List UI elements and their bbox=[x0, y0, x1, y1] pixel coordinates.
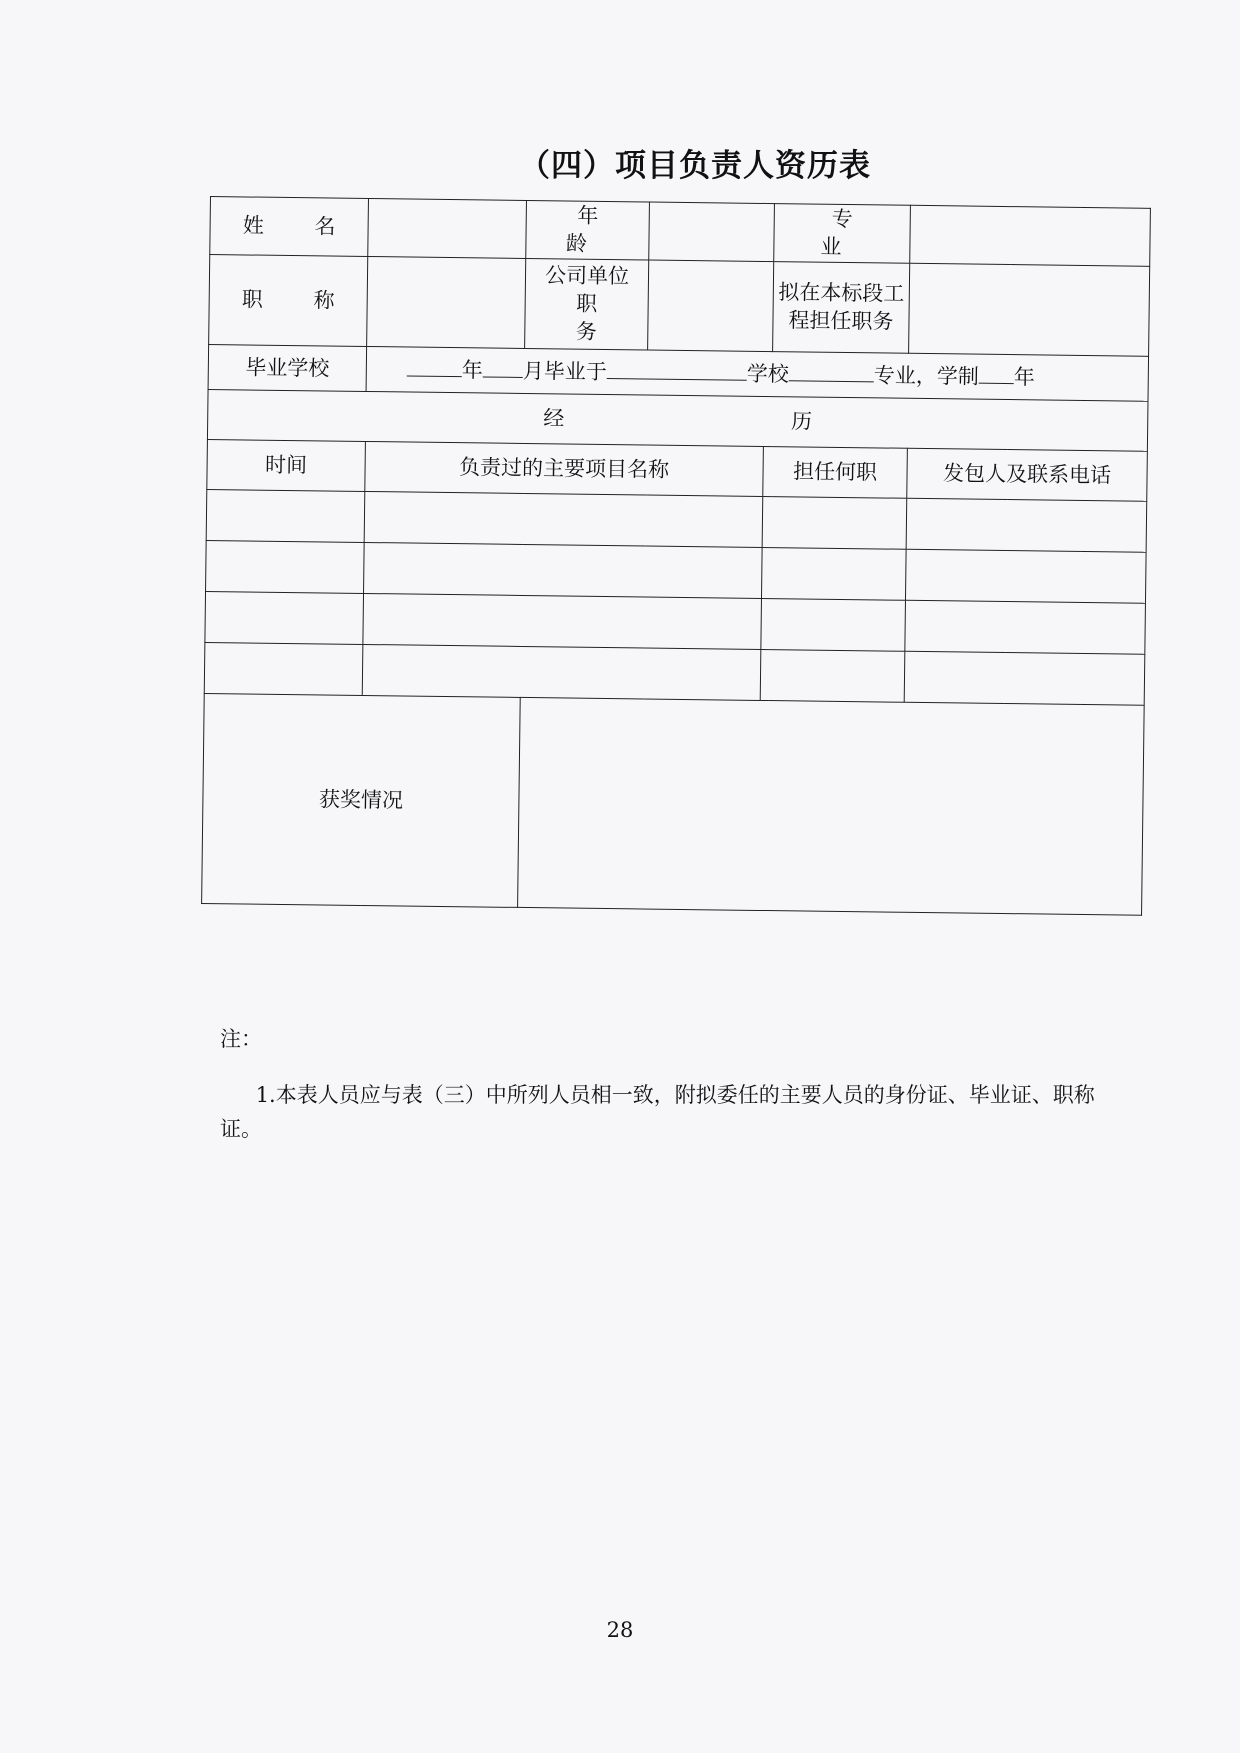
column-client-contact: 发包人及联系电话 bbox=[907, 448, 1148, 501]
notes-heading: 注： bbox=[220, 1027, 262, 1051]
age-label: 年 龄 bbox=[526, 200, 650, 259]
column-project-name: 负责过的主要项目名称 bbox=[365, 441, 764, 496]
time-cell[interactable] bbox=[206, 540, 365, 593]
note-item: 1.本表人员应与表（三）中所列人员相一致，附拟委任的主要人员的身份证、毕业证、职称证。 bbox=[220, 1083, 1095, 1141]
major-value[interactable] bbox=[910, 205, 1151, 266]
month-blank[interactable] bbox=[483, 358, 523, 378]
project-cell[interactable] bbox=[363, 593, 762, 649]
contact-cell[interactable] bbox=[906, 498, 1147, 552]
time-cell[interactable] bbox=[204, 642, 363, 695]
time-cell[interactable] bbox=[206, 489, 365, 542]
name-label: 姓 名 bbox=[210, 197, 369, 257]
year-blank[interactable] bbox=[407, 357, 462, 377]
planned-role-value[interactable] bbox=[909, 263, 1150, 356]
time-cell[interactable] bbox=[205, 591, 364, 644]
age-value[interactable] bbox=[649, 202, 775, 261]
name-value[interactable] bbox=[368, 198, 527, 258]
role-cell[interactable] bbox=[761, 598, 906, 651]
contact-cell[interactable] bbox=[904, 651, 1145, 705]
duration-blank[interactable] bbox=[979, 364, 1014, 383]
school-label: 毕业学校 bbox=[208, 344, 367, 391]
professional-title-label: 职 称 bbox=[209, 254, 368, 346]
page-title: （四）项目负责人资历表 bbox=[519, 148, 871, 184]
school-blank[interactable] bbox=[607, 360, 747, 381]
page-number: 28 bbox=[606, 1618, 634, 1642]
project-cell[interactable] bbox=[364, 491, 763, 547]
project-cell[interactable] bbox=[362, 644, 761, 700]
role-cell[interactable] bbox=[760, 649, 905, 702]
column-role: 担任何职 bbox=[763, 446, 908, 498]
planned-role-label: 拟在本标段工 程担任职务 bbox=[773, 261, 910, 353]
notes-section bbox=[220, 1022, 1100, 1146]
role-cell[interactable] bbox=[762, 496, 907, 549]
awards-label: 获奖情况 bbox=[202, 693, 521, 907]
project-cell[interactable] bbox=[364, 542, 763, 598]
resume-form-table bbox=[201, 196, 1151, 915]
major-label: 专 业 bbox=[774, 204, 911, 263]
company-position-value[interactable] bbox=[648, 260, 774, 352]
role-cell[interactable] bbox=[761, 547, 906, 600]
contact-cell[interactable] bbox=[905, 549, 1146, 603]
school-details[interactable]: 年 月毕业于 学校 专业，学制 年 bbox=[366, 346, 1149, 401]
awards-value[interactable] bbox=[518, 697, 1145, 915]
contact-cell[interactable] bbox=[905, 600, 1146, 654]
experience-section-label: 经 历 bbox=[207, 389, 1148, 451]
major-blank[interactable] bbox=[789, 362, 874, 382]
column-time: 时间 bbox=[207, 439, 366, 491]
company-position-label: 公司单位 职 务 bbox=[525, 258, 649, 350]
professional-title-value[interactable] bbox=[367, 256, 526, 348]
